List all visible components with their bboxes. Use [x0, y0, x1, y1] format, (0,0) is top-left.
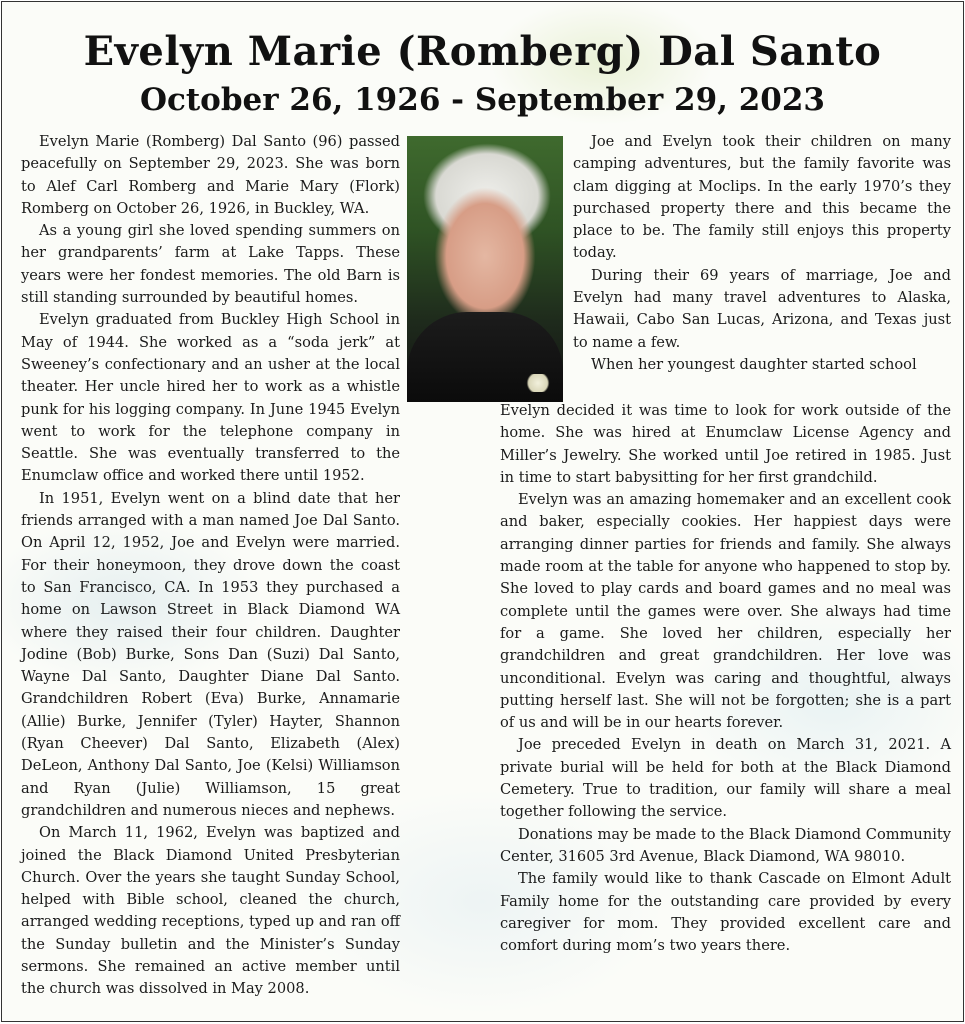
paragraph-birth: Evelyn Marie (Romberg) Dal Santo (96) passed peacefully on September 29, 2023. She was born to Alef Carl Romberg and Marie Mary (Flork) Romberg on October 26, 1926, in Buckley, WA.: [21, 133, 400, 217]
paragraph-donations: Donations may be made to the Black Diamond Community Center, 31605 3rd Avenue, Black Diamond, WA 98010.: [500, 825, 951, 865]
paragraph-marriage-family: In 1951, Evelyn went on a blind date that her friends arranged with a man named Joe Dal Santo. On April 12, 1952, Joe and Evelyn were married. For their honeymoon, they drove down the coast to San Francisco, CA. In 1953 they purchased a home on Lawson Street in Black Diamond WA where they raised their four children. Daughter Jodine (Bob) Burke, Sons Dan (Suzi) Dal Santo, Wayne Dal Santo, Daughter Diane Dal Santo. Grandchildren Robert (Eva) Burke, Annamarie (Allie) Burke, Jennifer (Tyler) Hayter, Shannon (Ryan Cheever) Dal Santo, Elizabeth (Alex) DeLeon, Anthony Dal Santo, Joe (Kelsi) Williamson and Ryan (Julie) Williamson, 15 great grandchildren and numerous nieces and nephews.: [21, 489, 400, 819]
paragraph-work: Evelyn decided it was time to look for work outside of the home. She was hired at Enumclaw License Agency and Miller’s Jewelry. She worked until Joe retired in 1985. Just in time to start babysitting for her first grandchild.: [500, 402, 951, 486]
corsage-flower-icon: [525, 374, 551, 392]
obituary-page: [1, 1, 964, 1022]
paragraph-travel: During their 69 years of marriage, Joe and Evelyn had many travel adventures to Alaska, Hawaii, Cabo San Lucas, Arizona, and Texas just to name a few.: [573, 266, 951, 351]
paragraph-burial: Joe preceded Evelyn in death on March 31, 2021. A private burial will be held for both at the Black Diamond Cemetery. True to tradition, our family will share a meal together following the service.: [500, 736, 951, 821]
right-top-text-column: [573, 131, 951, 376]
left-text-column: [21, 131, 400, 1001]
life-dates-heading: October 26, 1926 - September 29, 2023: [139, 82, 825, 118]
right-bottom-text-column: [500, 400, 951, 957]
paragraph-church: On March 11, 1962, Evelyn was baptized and joined the Black Diamond United Presbyterian Church. Over the years she taught Sunday School, helped with Bible school, cleaned the church, arranged wedding receptions, typed up and ran off the Sunday bulletin and the Minister’s Sunday sermons. She remained an active member until the church was dissolved in May 2008.: [21, 824, 400, 998]
paragraph-school-start: When her youngest daughter started school: [591, 355, 917, 373]
paragraph-thanks: The family would like to thank Cascade on Elmont Adult Family home for the outstanding care provided by every caregiver for mom. They provided excellent care and comfort during mom’s two years there.: [500, 870, 951, 955]
paragraph-early-work: Evelyn graduated from Buckley High School in May of 1944. She worked as a “soda jerk” at Sweeney’s confectionary and an usher at the local theater. Her uncle hired her to work as a whistle punk for his logging company. In June 1945 Evelyn went to work for the telephone company in Seattle. She was eventually transferred to the Enumclaw office and worked there until 1952.: [21, 311, 400, 485]
paragraph-childhood: As a young girl she loved spending summers on her grandparents’ farm at Lake Tapps. These years were her fondest memories. The old Barn is still standing surrounded by beautiful homes.: [21, 222, 400, 307]
portrait-photo: [407, 136, 563, 402]
paragraph-homemaker: Evelyn was an amazing homemaker and an excellent cook and baker, especially cookies. Her happiest days were arranging dinner parties for friends and family. She always made room at the table for anyone who happened to stop by. She loved to play cards and board games and no meal was complete until the games were over. She always had time for a game. She loved her children, especially her grandchildren and great grandchildren. Her love was unconditional. Evelyn was caring and thoughtful, always putting herself last. She will not be forgotten; she is a part of us and will be in our hearts forever.: [500, 491, 951, 732]
paragraph-camping: Joe and Evelyn took their children on many camping adventures, but the family favorite was clam digging at Moclips. In the early 1970’s they purchased property there and this became the place to be. The family still enjoys this property today.: [573, 133, 951, 262]
obituary-name-heading: Evelyn Marie (Romberg) Dal Santo: [83, 28, 882, 75]
